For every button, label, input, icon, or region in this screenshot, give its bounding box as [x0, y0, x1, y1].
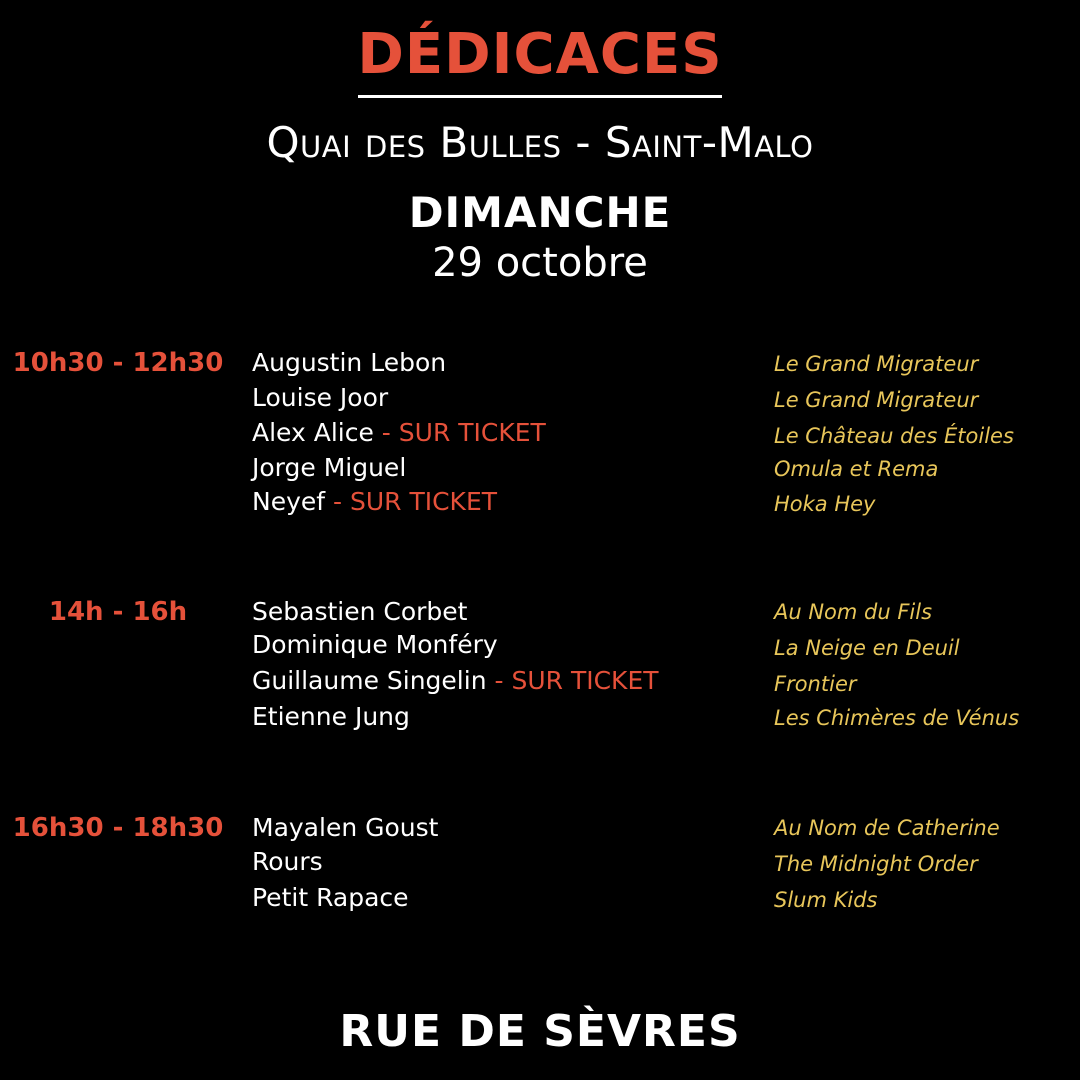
author-entry [252, 453, 406, 482]
author-name: Jorge Miguel [252, 453, 407, 482]
page-title: DÉDICACES [357, 22, 723, 87]
event-day: DIMANCHE [408, 188, 672, 237]
author-entry [252, 418, 546, 447]
author-entry [252, 847, 323, 876]
book-title: Au Nom du Fils [774, 600, 933, 624]
author-entry [252, 597, 467, 626]
book-title: Le Grand Migrateur [774, 388, 979, 412]
book-title: Slum Kids [774, 888, 878, 912]
author-entry [252, 813, 438, 842]
publisher-logo: RUE DE SÈVRES [339, 1006, 741, 1057]
author-entry [252, 348, 446, 377]
book-title: Frontier [774, 672, 857, 696]
author-entry [252, 383, 388, 412]
book-title: Hoka Hey [774, 492, 876, 516]
author-entry [252, 702, 410, 731]
author-name: Petit Rapace [252, 883, 409, 912]
author-name: Alex Alice [252, 418, 374, 447]
author-name: Sebastien Corbet [252, 597, 468, 626]
book-title: Le Grand Migrateur [774, 352, 979, 376]
session-time: 16h30 - 18h30 [12, 813, 224, 843]
author-entry [252, 630, 498, 659]
book-title: Omula et Rema [774, 457, 939, 481]
author-name: Neyef [252, 487, 326, 516]
event-subtitle: Quai des Bulles - Saint-Malo [266, 118, 814, 167]
author-name: Dominique Monféry [252, 630, 498, 659]
title-divider [358, 95, 722, 98]
ticket-note: - SUR TICKET [325, 487, 498, 516]
ticket-note: - SUR TICKET [373, 418, 546, 447]
book-title: Le Château des Étoiles [774, 424, 1014, 448]
ticket-note: - SUR TICKET [486, 666, 659, 695]
author-name: Guillaume Singelin [252, 666, 487, 695]
author-entry [252, 666, 659, 695]
session-time: 10h30 - 12h30 [12, 348, 224, 378]
author-name: Louise Joor [252, 383, 389, 412]
author-name: Augustin Lebon [252, 348, 447, 377]
author-entry [252, 883, 409, 912]
author-name: Mayalen Goust [252, 813, 439, 842]
author-name: Rours [252, 847, 323, 876]
book-title: La Neige en Deuil [774, 636, 960, 660]
book-title: Les Chimères de Vénus [774, 706, 1020, 730]
book-title: Au Nom de Catherine [774, 816, 1000, 840]
event-date: 29 octobre [432, 240, 648, 286]
author-name: Etienne Jung [252, 702, 410, 731]
session-time: 14h - 16h [48, 597, 188, 627]
book-title: The Midnight Order [774, 852, 978, 876]
author-entry [252, 487, 497, 516]
